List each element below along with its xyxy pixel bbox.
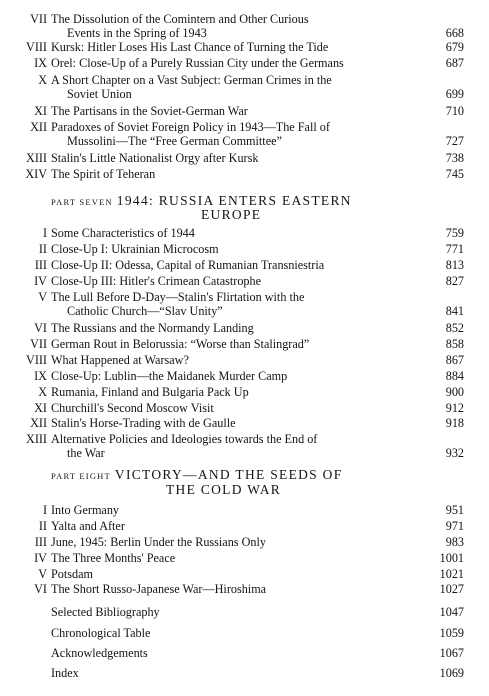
page-number: 932 xyxy=(445,446,464,460)
chapter-number: XIII xyxy=(26,151,47,165)
chapter-title: Yalta and After xyxy=(51,519,125,533)
page-number: 1021 xyxy=(439,567,464,581)
page-number: 1047 xyxy=(439,605,464,619)
chapter-title: Into Germany xyxy=(51,503,120,517)
page-number: 1069 xyxy=(439,666,464,680)
toc-entry xyxy=(0,104,489,118)
toc-entry xyxy=(0,519,489,533)
chapter-number: VII xyxy=(30,12,47,26)
chapter-number: XI xyxy=(34,401,47,415)
toc-entry xyxy=(0,290,489,318)
page-number: 668 xyxy=(445,26,464,40)
chapter-title: Potsdam xyxy=(51,567,93,581)
part-label: PART EIGHT xyxy=(51,471,111,481)
page-number: 971 xyxy=(445,519,464,533)
toc-entry xyxy=(0,56,489,70)
chapter-number: III xyxy=(34,535,47,549)
chapter-number: VIII xyxy=(26,353,47,367)
chapter-title-continuation: the War xyxy=(67,446,105,460)
toc-entry xyxy=(0,369,489,383)
toc-entry xyxy=(0,40,489,54)
chapter-number: I xyxy=(42,503,47,517)
page-number: 841 xyxy=(445,304,464,318)
chapter-number: IV xyxy=(34,551,47,565)
part-title: 1944: RUSSIA ENTERS EASTERN xyxy=(116,193,352,208)
page-number: 867 xyxy=(445,353,464,367)
chapter-number: X xyxy=(38,73,47,87)
toc-entry xyxy=(0,242,489,256)
page-number: 738 xyxy=(445,151,464,165)
chapter-number: VII xyxy=(30,337,47,351)
chapter-number: VI xyxy=(34,582,47,596)
page-number: 884 xyxy=(445,369,464,383)
toc-entry xyxy=(0,416,489,430)
part-label: PART SEVEN xyxy=(51,197,113,207)
chapter-number: X xyxy=(38,385,47,399)
toc-entry xyxy=(0,567,489,581)
toc-entry xyxy=(0,551,489,565)
page-number: 951 xyxy=(445,503,464,517)
chapter-number: IV xyxy=(34,274,47,288)
toc-entry xyxy=(0,353,489,367)
chapter-number: VIII xyxy=(26,40,47,54)
chapter-number: XIV xyxy=(25,167,47,181)
chapter-title-continuation: Mussolini—The “Free German Committee” xyxy=(67,134,282,148)
chapter-title: The Lull Before D-Day—Stalin's Flirtation with the xyxy=(51,290,305,304)
chapter-number: XIII xyxy=(26,432,47,446)
chapter-title: Alternative Policies and Ideologies towards the End of xyxy=(51,432,318,446)
page-number: 918 xyxy=(445,416,464,430)
chapter-title: The Three Months' Peace xyxy=(51,551,176,565)
toc-entry xyxy=(0,337,489,351)
toc-entry xyxy=(0,321,489,335)
toc-entry xyxy=(0,385,489,399)
chapter-title: Paradoxes of Soviet Foreign Policy in 1943—The Fall of xyxy=(51,120,330,134)
page-number: 759 xyxy=(445,226,464,240)
page-number: 827 xyxy=(445,274,464,288)
toc-entry xyxy=(0,432,489,460)
chapter-number: III xyxy=(34,258,47,272)
page-number: 1027 xyxy=(439,582,464,596)
part-title-continuation: EUROPE xyxy=(201,207,262,222)
page-number: 1059 xyxy=(439,626,464,640)
chapter-title: What Happened at Warsaw? xyxy=(51,353,189,367)
chapter-number: XII xyxy=(30,416,47,430)
chapter-title: Stalin's Horse-Trading with de Gaulle xyxy=(51,416,236,430)
back-matter-title: Chronological Table xyxy=(51,626,151,640)
chapter-title: Close-Up III: Hitler's Crimean Catastrophe xyxy=(51,274,262,288)
page-number: 983 xyxy=(445,535,464,549)
toc-entry xyxy=(0,503,489,517)
page-number: 912 xyxy=(445,401,464,415)
chapter-number: VI xyxy=(34,321,47,335)
part-title-continuation: THE COLD WAR xyxy=(166,482,282,497)
chapter-title: The Short Russo-Japanese War—Hiroshima xyxy=(51,582,267,596)
chapter-title: German Rout in Belorussia: “Worse than Stalingrad” xyxy=(51,337,310,351)
chapter-title: The Partisans in the Soviet-German War xyxy=(51,104,248,118)
page-number: 687 xyxy=(445,56,464,70)
toc-entry xyxy=(0,12,489,40)
toc-entry xyxy=(0,258,489,272)
toc-entry xyxy=(0,151,489,165)
page-number: 727 xyxy=(445,134,464,148)
chapter-title: The Russians and the Normandy Landing xyxy=(51,321,254,335)
chapter-number: II xyxy=(38,242,47,256)
page-number: 699 xyxy=(445,87,464,101)
back-matter-title: Selected Bibliography xyxy=(51,605,160,619)
toc-entry xyxy=(0,401,489,415)
toc-entry xyxy=(0,582,489,596)
chapter-number: V xyxy=(38,290,47,304)
chapter-title: Close-Up I: Ukrainian Microcosm xyxy=(51,242,219,256)
toc-entry xyxy=(0,120,489,148)
chapter-number: II xyxy=(38,519,47,533)
chapter-number: XII xyxy=(30,120,47,134)
chapter-title: Close-Up II: Odessa, Capital of Rumanian Transniestria xyxy=(51,258,325,272)
page-number: 710 xyxy=(445,104,464,118)
chapter-title: Churchill's Second Moscow Visit xyxy=(51,401,214,415)
chapter-title: Orel: Close-Up of a Purely Russian City under the Germans xyxy=(51,56,344,70)
toc-entry xyxy=(0,73,489,101)
chapter-number: IX xyxy=(34,369,47,383)
chapter-title: The Dissolution of the Comintern and Other Curious xyxy=(51,12,309,26)
chapter-title: A Short Chapter on a Vast Subject: German Crimes in the xyxy=(51,73,332,87)
chapter-title: The Spirit of Teheran xyxy=(51,167,156,181)
chapter-title-continuation: Soviet Union xyxy=(67,87,132,101)
chapter-title: Rumania, Finland and Bulgaria Pack Up xyxy=(51,385,249,399)
back-matter-title: Acknowledgements xyxy=(51,646,148,660)
page-number: 745 xyxy=(445,167,464,181)
page-number: 813 xyxy=(445,258,464,272)
chapter-title-continuation: Events in the Spring of 1943 xyxy=(67,26,207,40)
page-number: 858 xyxy=(445,337,464,351)
chapter-title: Some Characteristics of 1944 xyxy=(51,226,195,240)
page-number: 679 xyxy=(445,40,464,54)
chapter-title-continuation: Catholic Church—“Slav Unity” xyxy=(67,304,223,318)
toc-entry xyxy=(0,535,489,549)
chapter-title: June, 1945: Berlin Under the Russians Only xyxy=(51,535,266,549)
back-matter-title: Index xyxy=(51,666,79,680)
chapter-title: Kursk: Hitler Loses His Last Chance of Turning the Tide xyxy=(51,40,329,54)
page-number: 1067 xyxy=(439,646,464,660)
chapter-title: Stalin's Little Nationalist Orgy after Kursk xyxy=(51,151,259,165)
toc-entry xyxy=(0,167,489,181)
chapter-number: V xyxy=(38,567,47,581)
chapter-number: I xyxy=(42,226,47,240)
toc-entry xyxy=(0,226,489,240)
chapter-number: IX xyxy=(34,56,47,70)
part-title: VICTORY—AND THE SEEDS OF xyxy=(114,467,343,482)
chapter-title: Close-Up: Lublin—the Maidanek Murder Camp xyxy=(51,369,288,383)
page-number: 771 xyxy=(445,242,464,256)
toc-entry xyxy=(0,274,489,288)
chapter-number: XI xyxy=(34,104,47,118)
page-number: 1001 xyxy=(439,551,464,565)
page-number: 900 xyxy=(445,385,464,399)
page-number: 852 xyxy=(445,321,464,335)
